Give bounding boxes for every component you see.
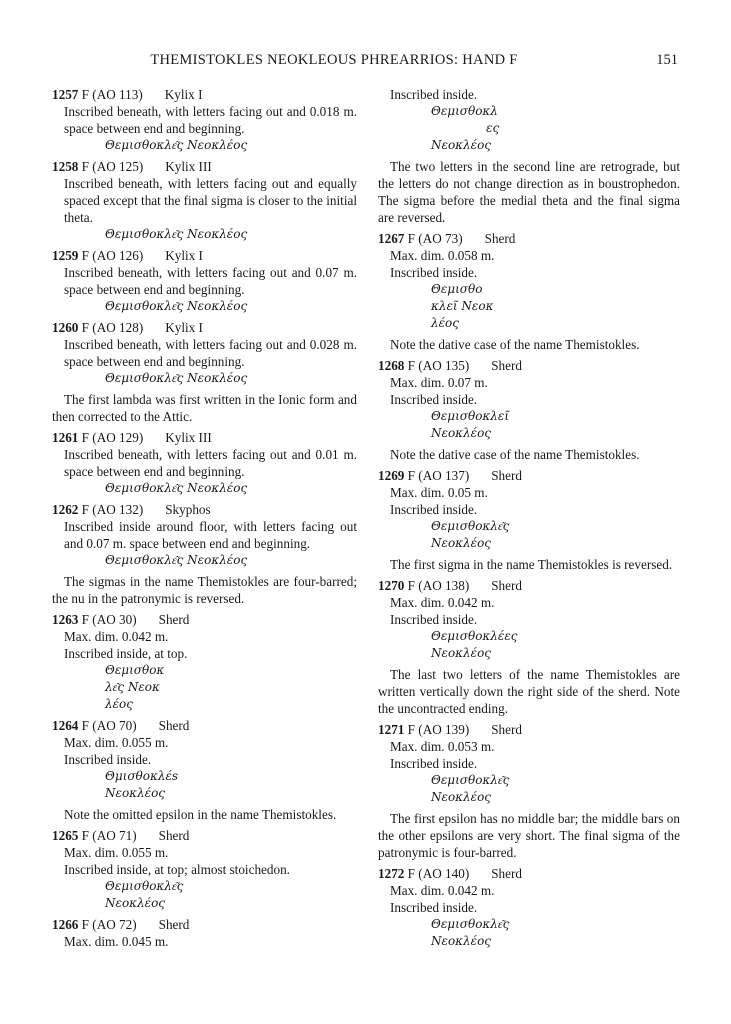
entry-description: Inscribed inside.: [390, 392, 478, 407]
max-dimension: Max. dim. 0.055 m.: [64, 845, 169, 860]
entry-number: 1262: [52, 502, 79, 517]
entry-description: Inscribed beneath, with letters facing out and equally spaced except that the final sigma is closer to the initial theta.: [64, 176, 357, 225]
entry-number: 1267: [378, 231, 405, 246]
entry-note: The last two letters of the name Themistokles are written vertically down the right side of the sherd. Note the uncontracted ending.: [378, 667, 680, 716]
entry-number: 1261: [52, 430, 79, 445]
entry-heading: [52, 827, 357, 844]
greek-line-1: Θεμισθοκλ: [431, 104, 498, 118]
entry-description: Inscribed inside, at top; almost stoichedon.: [64, 862, 290, 877]
greek-line-2: λε͂ς Νεοκ: [105, 680, 160, 694]
entry-description: Inscribed inside.: [390, 612, 478, 627]
entry-description: Inscribed beneath, with letters facing out and 0.018 m. space between end and beginning.: [64, 104, 357, 136]
entry-heading: [52, 429, 357, 446]
entry-ref: F (AO 138): [404, 578, 470, 593]
greek-line-2: Νεοκλέος: [105, 896, 166, 910]
greek-inscription: Θεμισθοκλε͂ς Νεοκλέος: [105, 481, 248, 495]
max-dimension: Max. dim. 0.058 m.: [390, 248, 495, 263]
entry-number: 1270: [378, 578, 405, 593]
greek-inscription: Θεμισθοκλε͂ς Νεοκλέος: [105, 227, 248, 241]
greek-line-3: λέος: [431, 316, 459, 330]
greek-line-1: Θμισθοκλέs: [105, 769, 179, 783]
entry-ref: F (AO 113): [78, 87, 143, 102]
entry-heading: [378, 865, 680, 882]
entry-heading: [52, 158, 357, 175]
vessel-type: Sherd: [158, 917, 190, 932]
entry-heading: [378, 230, 680, 247]
greek-line-3: Νεοκλέος: [431, 138, 492, 152]
entry-note: Note the dative case of the name Themistokles.: [390, 447, 640, 462]
vessel-type: Skyphos: [165, 502, 211, 517]
entry-heading: [52, 319, 357, 336]
entry-heading: [378, 577, 680, 594]
entry-number: 1272: [378, 866, 405, 881]
entry-description: Inscribed beneath, with letters facing out and 0.028 m. space between end and beginning.: [64, 337, 357, 369]
max-dimension: Max. dim. 0.07 m.: [390, 375, 488, 390]
entry-ref: F (AO 71): [78, 828, 137, 843]
entry-heading: [52, 501, 357, 518]
catalog-entry-1257: [52, 86, 357, 154]
catalog-entry-1272: [378, 865, 680, 950]
greek-line-2: Νεοκλέος: [431, 790, 492, 804]
entry-ref: F (AO 128): [78, 320, 144, 335]
entry-description: Inscribed inside.: [390, 265, 478, 280]
catalog-entry-1262: [52, 501, 357, 607]
entry-note: The first lambda was first written in the Ionic form and then corrected to the Attic.: [52, 392, 357, 424]
vessel-type: Kylix I: [165, 320, 203, 335]
entry-number: 1257: [52, 87, 79, 102]
entry-number: 1259: [52, 248, 79, 263]
entry-note: Note the omitted epsilon in the name Themistokles.: [64, 807, 337, 822]
catalog-entry-1266-continued: [378, 86, 680, 226]
vessel-type: Sherd: [158, 718, 190, 733]
catalog-entry-1271: [378, 721, 680, 861]
entry-ref: F (AO 126): [78, 248, 144, 263]
entry-number: 1263: [52, 612, 79, 627]
entry-ref: F (AO 72): [78, 917, 137, 932]
greek-inscription: Θεμισθοκλε͂ς Νεοκλέος: [105, 553, 248, 567]
vessel-type: Sherd: [491, 468, 522, 483]
greek-line-1: Θεμισθοκλε͂ς: [431, 773, 510, 787]
entry-number: 1269: [378, 468, 405, 483]
catalog-entry-1264: [52, 717, 357, 823]
greek-line-2: Νεοκλέος: [431, 536, 492, 550]
greek-inscription: Θεμισθοκλε͂ς Νεοκλέος: [105, 299, 248, 313]
vessel-type: Sherd: [158, 828, 190, 843]
entry-ref: F (AO 129): [78, 430, 144, 445]
max-dimension: Max. dim. 0.042 m.: [390, 595, 495, 610]
entry-ref: F (AO 70): [78, 718, 137, 733]
vessel-type: Sherd: [491, 866, 522, 881]
greek-line-2: κλεῖ Νεοκ: [431, 299, 494, 313]
entry-note: Note the dative case of the name Themistokles.: [390, 337, 640, 352]
max-dimension: Max. dim. 0.045 m.: [64, 934, 169, 949]
greek-line-1: Θεμισθοκλέες: [431, 629, 518, 643]
greek-line-2: ες: [486, 121, 500, 135]
greek-line-1: Θεμισθοκλε͂ς: [431, 519, 510, 533]
vessel-type: Sherd: [484, 231, 516, 246]
entry-ref: F (AO 132): [78, 502, 144, 517]
vessel-type: Sherd: [491, 358, 522, 373]
entry-ref: F (AO 137): [404, 468, 470, 483]
entry-ref: F (AO 140): [404, 866, 470, 881]
entry-description: Inscribed inside.: [64, 752, 152, 767]
entry-note: The first sigma in the name Themistokles is reversed.: [390, 557, 673, 572]
entry-ref: F (AO 139): [404, 722, 470, 737]
catalog-entry-1263: [52, 611, 357, 713]
entry-heading: [52, 916, 357, 933]
entry-number: 1264: [52, 718, 79, 733]
entry-number: 1266: [52, 917, 79, 932]
greek-line-1: Θεμισθοκλε͂ς: [105, 879, 184, 893]
entry-note: The sigmas in the name Themistokles are four-barred; the nu in the patronymic is reversed.: [52, 574, 357, 606]
max-dimension: Max. dim. 0.055 m.: [64, 735, 169, 750]
max-dimension: Max. dim. 0.05 m.: [390, 485, 488, 500]
entry-ref: F (AO 135): [404, 358, 470, 373]
entry-heading: [52, 611, 357, 628]
entry-heading: [52, 247, 357, 264]
catalog-entry-1261: [52, 429, 357, 497]
catalog-entry-1260: [52, 319, 357, 425]
greek-line-2: Νεοκλέος: [431, 646, 492, 660]
greek-line-1: Θεμισθο: [431, 282, 483, 296]
greek-inscription: Θεμισθοκλε͂ς Νεοκλέος: [105, 138, 248, 152]
greek-line-2: Νεοκλέος: [431, 934, 492, 948]
catalog-entry-1267: [378, 230, 680, 353]
entry-ref: F (AO 73): [404, 231, 463, 246]
catalog-entry-1269: [378, 467, 680, 573]
entry-number: 1265: [52, 828, 79, 843]
page-header: [52, 52, 678, 72]
entry-note: The first epsilon has no middle bar; the middle bars on the other epsilons are very short. The final sigma of the patronymic is four-barred.: [378, 811, 680, 860]
entry-ref: F (AO 125): [78, 159, 144, 174]
vessel-type: Kylix I: [164, 87, 203, 102]
greek-line-1: Θεμισθοκ: [105, 663, 165, 677]
right-column: [378, 86, 680, 950]
vessel-type: Sherd: [491, 578, 522, 593]
greek-line-1: Θεμισθοκλεῖ: [431, 409, 510, 423]
left-column: [52, 86, 357, 950]
max-dimension: Max. dim. 0.042 m.: [390, 883, 495, 898]
entry-heading: [378, 721, 680, 738]
greek-inscription: Θεμισθοκλε͂ς Νεοκλέος: [105, 371, 248, 385]
entry-heading: [378, 467, 680, 484]
entry-description: Inscribed inside around floor, with letters facing out and 0.07 m. space between end and beginning.: [64, 519, 357, 551]
running-title: THEMISTOKLES NEOKLEOUS PHREARRIOS: HAND F: [150, 52, 518, 68]
catalog-entry-1268: [378, 357, 680, 463]
greek-line-2: Νεοκλέος: [431, 426, 492, 440]
vessel-type: Kylix I: [165, 248, 203, 263]
entry-description: Inscribed beneath, with letters facing out and 0.07 m. space between end and beginning.: [64, 265, 357, 297]
greek-line-3: λέος: [105, 697, 133, 711]
greek-line-1: Θεμισθοκλε͂ς: [431, 917, 510, 931]
entry-number: 1260: [52, 320, 79, 335]
entry-description: Inscribed inside.: [390, 87, 478, 102]
vessel-type: Kylix III: [165, 430, 212, 445]
entry-ref: F (AO 30): [78, 612, 137, 627]
max-dimension: Max. dim. 0.042 m.: [64, 629, 169, 644]
entry-heading: [52, 717, 357, 734]
greek-line-2: Νεοκλέος: [105, 786, 166, 800]
entry-heading: [52, 86, 357, 103]
max-dimension: Max. dim. 0.053 m.: [390, 739, 495, 754]
catalog-entry-1258: [52, 158, 357, 243]
page-number: 151: [656, 52, 678, 68]
entry-description: Inscribed beneath, with letters facing out and 0.01 m. space between end and beginning.: [64, 447, 357, 479]
entry-heading: [378, 357, 680, 374]
entry-note: The two letters in the second line are retrograde, but the letters do not change direction as in boustrophedon. The sigma before the medial theta and the final sigma are reversed.: [378, 159, 680, 225]
entry-number: 1271: [378, 722, 405, 737]
vessel-type: Sherd: [491, 722, 522, 737]
entry-description: Inscribed inside.: [390, 756, 478, 771]
vessel-type: Sherd: [158, 612, 190, 627]
catalog-entry-1266: [52, 916, 357, 950]
catalog-entry-1259: [52, 247, 357, 315]
catalog-entry-1265: [52, 827, 357, 912]
vessel-type: Kylix III: [165, 159, 212, 174]
entry-description: Inscribed inside, at top.: [64, 646, 188, 661]
catalog-entry-1270: [378, 577, 680, 717]
entry-description: Inscribed inside.: [390, 900, 478, 915]
entry-description: Inscribed inside.: [390, 502, 478, 517]
entry-number: 1258: [52, 159, 79, 174]
entry-number: 1268: [378, 358, 405, 373]
